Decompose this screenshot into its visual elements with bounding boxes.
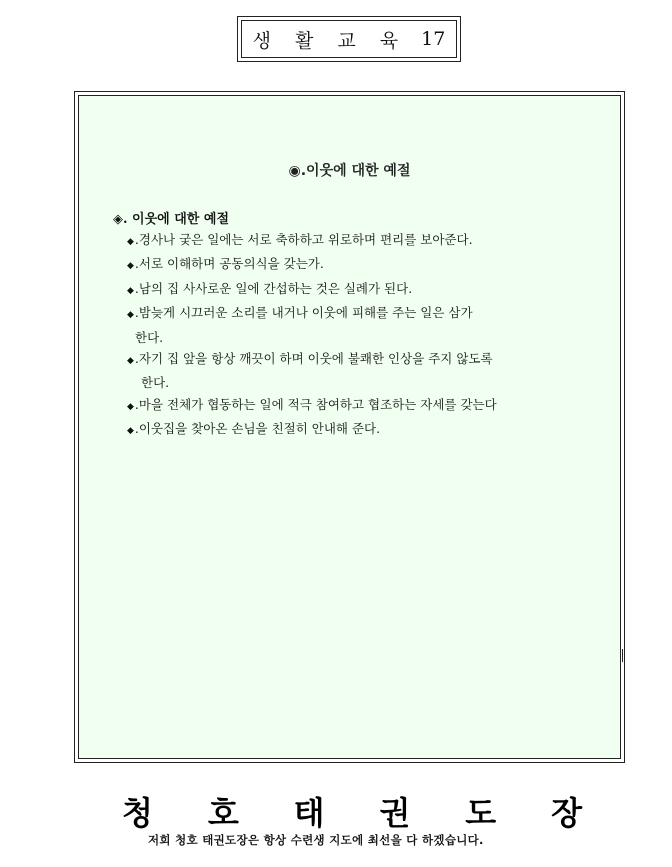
- list-item-text: .경사나 궂은 일에는 서로 축하하고 위로하며 편리를 보아준다.: [134, 232, 473, 247]
- list-item: [127, 302, 567, 348]
- list-item-text: .밤늦게 시끄러운 소리를 내거나 이웃에 피해를 주는 일은 삼가: [134, 305, 473, 321]
- list-item: [127, 278, 567, 302]
- dojang-name-char: 호: [207, 794, 239, 832]
- list-item: [127, 253, 567, 277]
- dojang-name-char: 청: [122, 794, 153, 832]
- list-item: [127, 418, 567, 442]
- diamond-bullet-icon: ◆: [127, 310, 134, 321]
- diamond-bullet-icon: ◆: [127, 237, 134, 247]
- list-item-text: .이웃집을 찾아온 손님을 친절히 안내해 준다.: [134, 421, 381, 437]
- content-frame: [74, 91, 625, 763]
- list-item-continuation: 한다.: [141, 375, 170, 391]
- diamond-bullet-icon: ◆: [127, 426, 134, 437]
- page-number: 17: [421, 28, 446, 50]
- page-title: 생 활 교 육: [252, 29, 408, 52]
- dojang-name-char: 도: [465, 794, 497, 832]
- title-box: [237, 16, 461, 62]
- title-inner-frame: [241, 20, 457, 58]
- list-item-text: .서로 이해하며 공동의식을 갖는가.: [134, 256, 324, 272]
- dojang-name: [122, 788, 582, 834]
- list-item-text: .마을 전체가 협동하는 일에 적극 참여하고 협조하는 자세를 갖는다: [134, 396, 497, 412]
- sub-heading: ◈. 이웃에 대한 예절: [113, 212, 230, 227]
- dojang-name-char: 태: [293, 794, 325, 832]
- diamond-bullet-icon: ◆: [127, 401, 134, 412]
- list-item-continuation: 한다.: [135, 329, 164, 345]
- etiquette-list: [127, 229, 567, 443]
- content-panel: [78, 95, 621, 759]
- list-item: [127, 229, 567, 253]
- list-item: [127, 394, 567, 418]
- list-item: [127, 348, 567, 394]
- dojang-name-char: 권: [379, 794, 411, 832]
- footer-slogan: 저희 청호 태권도장은 항상 수련생 지도에 최선을 다 하겠습니다.: [148, 833, 484, 847]
- list-item-text: .자기 집 앞을 항상 깨끗이 하며 이웃에 불쾌한 인상을 주지 않도록: [134, 351, 493, 367]
- frame-tick-mark: [622, 649, 623, 662]
- dojang-name-char: 장: [551, 794, 582, 832]
- diamond-bullet-icon: ◆: [127, 356, 134, 367]
- diamond-bullet-icon: ◆: [127, 285, 134, 296]
- diamond-bullet-icon: ◆: [127, 261, 134, 272]
- section-heading: ◉.이웃에 대한 예절: [288, 163, 411, 179]
- list-item-text: .남의 집 사사로운 일에 간섭하는 것은 실례가 된다.: [134, 280, 413, 296]
